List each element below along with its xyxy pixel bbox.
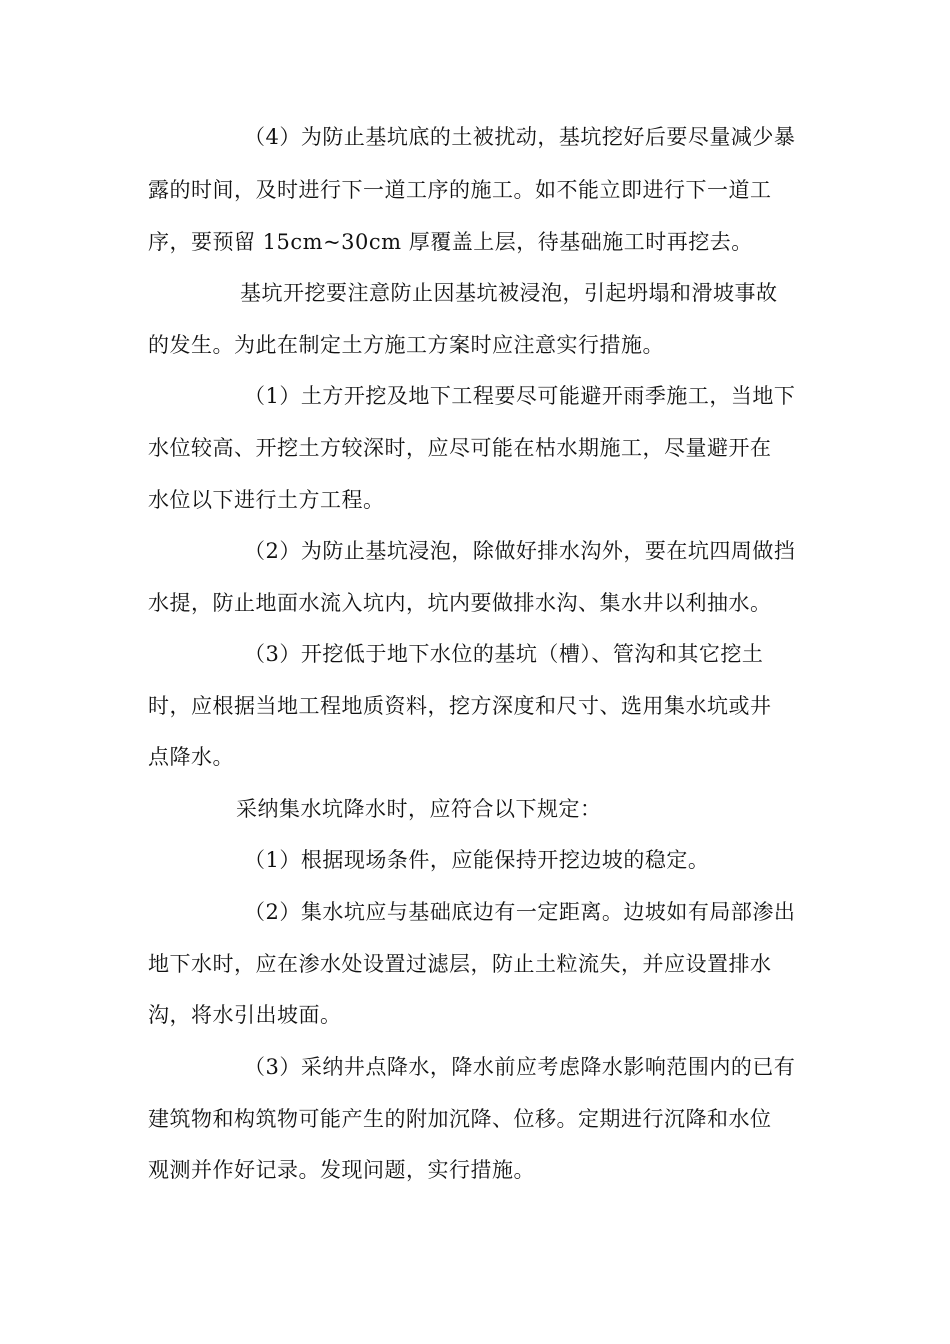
paragraph-9-line-2: 建筑物和构筑物可能产生的附加沉降、位移。定期进行沉降和水位 <box>148 1107 772 1131</box>
paragraph-8-line-3: 沟，将水引出坡面。 <box>148 1003 342 1027</box>
paragraph-8-line-1: （2）集水坑应与基础底边有一定距离。边坡如有局部渗出 <box>244 900 796 924</box>
paragraph-3-line-2: 水位较高、开挖土方较深时，应尽可能在枯水期施工，尽量避开在 <box>148 436 772 460</box>
paragraph-7-line-1: （1）根据现场条件，应能保持开挖边坡的稳定。 <box>244 848 710 872</box>
paragraph-5-line-3: 点降水。 <box>148 745 234 769</box>
paragraph-2-line-1: 基坑开挖要注意防止因基坑被浸泡，引起坍塌和滑坡事故 <box>240 281 778 305</box>
paragraph-9-line-1: （3）采纳井点降水，降水前应考虑降水影响范围内的已有 <box>244 1055 796 1079</box>
paragraph-6-line-1: 采纳集水坑降水时，应符合以下规定： <box>236 797 602 821</box>
paragraph-8-line-2: 地下水时，应在渗水处设置过滤层，防止土粒流失，并应设置排水 <box>148 952 772 976</box>
paragraph-1-line-1: （4）为防止基坑底的土被扰动，基坑挖好后要尽量减少暴 <box>244 125 796 149</box>
paragraph-9-line-3: 观测并作好记录。发现问题，实行措施。 <box>148 1158 535 1182</box>
paragraph-1-line-2: 露的时间，及时进行下一道工序的施工。如不能立即进行下一道工 <box>148 178 772 202</box>
paragraph-3-line-3: 水位以下进行土方工程。 <box>148 488 385 512</box>
paragraph-3-line-1: （1）土方开挖及地下工程要尽可能避开雨季施工，当地下 <box>244 384 796 408</box>
paragraph-4-line-1: （2）为防止基坑浸泡，除做好排水沟外，要在坑四周做挡 <box>244 539 796 563</box>
paragraph-5-line-1: （3）开挖低于地下水位的基坑（槽）、管沟和其它挖土 <box>244 642 764 666</box>
paragraph-2-line-2: 的发生。为此在制定土方施工方案时应注意实行措施。 <box>148 333 664 357</box>
paragraph-5-line-2: 时，应根据当地工程地质资料，挖方深度和尺寸、选用集水坑或井 <box>148 694 772 718</box>
paragraph-4-line-2: 水提，防止地面水流入坑内，坑内要做排水沟、集水井以利抽水。 <box>148 591 772 615</box>
paragraph-1-line-3: 序，要预留 15cm~30cm 厚覆盖上层，待基础施工时再挖去。 <box>148 230 753 254</box>
